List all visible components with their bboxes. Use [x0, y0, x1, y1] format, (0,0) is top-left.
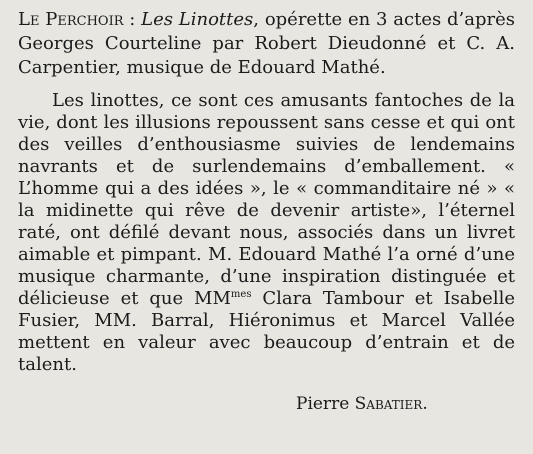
venue-name: Le Perchoir [18, 9, 124, 30]
author-signature [296, 393, 428, 415]
header-separator: : [123, 9, 142, 30]
review-text-part2: Clara Tambour et Isabelle Fusier, MM. Barral, Hiéronimus et Marcel Vallée mettent en valeur avec beaucoup d’entrain et de talent. [18, 288, 515, 375]
author-surname: Sabatier. [354, 394, 428, 414]
review-text-part1: Les linottes, ce sont ces amusants fantoches de la vie, dont les illusions repoussent sans cesse et qui ont des veilles d’enthousiasme suivies de lendemains navrants et de surlendemains d’emballement. « L’homme qui a des idées », le « commanditaire né » « la midinette qui rêve de devenir artiste», l’éternel raté, ont défilé devant nous, associés dans un livret aimable et pimpant. M. Edouard Mathé l’a orné d’une musique charmante, d’une inspiration distinguée et délicieuse et que MM [18, 90, 515, 309]
review-header [18, 8, 515, 80]
author-first-name: Pierre [296, 394, 350, 414]
header-description: , opérette en 3 actes d’après Georges Courteline par Robert Dieudonné et C. A. Carpentier, musique de Edouard Mathé. [18, 9, 516, 78]
review-superscript: mes [230, 289, 252, 300]
review-body [18, 90, 515, 376]
work-title: Les Linottes [141, 9, 254, 30]
